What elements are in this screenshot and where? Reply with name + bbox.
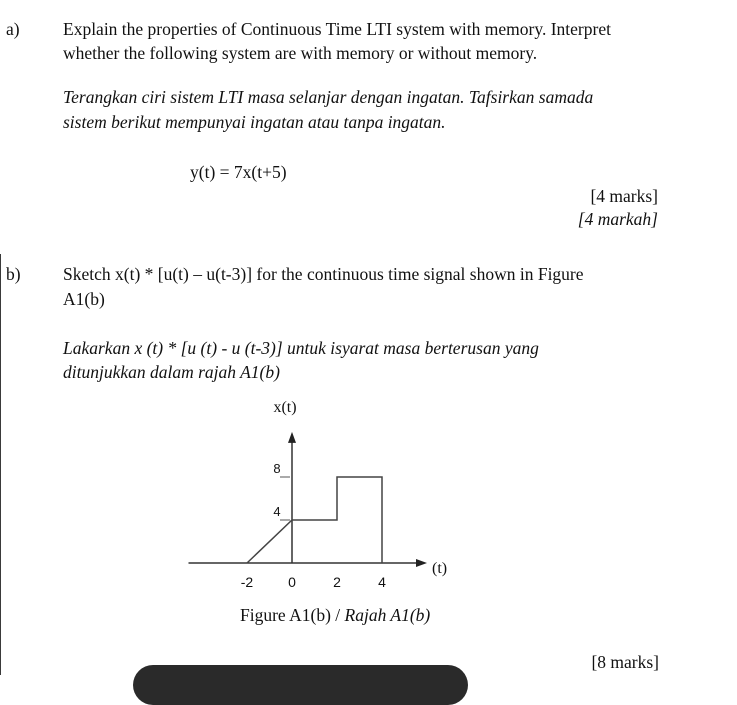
y-tick-label: 8 xyxy=(273,461,281,476)
y-axis-arrowhead xyxy=(288,432,296,443)
part-a-equation: y(t) = 7x(t+5) xyxy=(190,162,287,182)
part-b-question-ms-line-2: ditunjukkan dalam rajah A1(b) xyxy=(63,362,280,382)
part-a-question-en-line-2: whether the following system are with memory or without memory. xyxy=(63,43,538,63)
bottom-overlay-bar xyxy=(133,665,468,705)
figure-caption xyxy=(240,605,430,625)
x-tick-label: 0 xyxy=(288,574,296,590)
part-a-question-ms-line-2: sistem berikut mempunyai ingatan atau tanpa ingatan. xyxy=(63,112,446,132)
figure-caption-ms: Rajah A1(b) xyxy=(344,605,431,625)
part-a-marks-en: [4 marks] xyxy=(590,186,658,206)
x-tick-label: 2 xyxy=(333,574,341,590)
x-tick-label: 4 xyxy=(378,574,386,590)
y-axis-label: x(t) xyxy=(273,398,297,416)
part-b-question-en-line-1: Sketch x(t) * [u(t) – u(t-3)] for the continuous time signal shown in Figure xyxy=(63,264,584,284)
part-a-label: a) xyxy=(6,19,20,39)
figure-caption-en: Figure A1(b) / xyxy=(240,605,345,625)
part-b-marks-en: [8 marks] xyxy=(591,652,659,672)
x-tick-label: -2 xyxy=(240,574,254,590)
signal-x-of-t xyxy=(247,477,382,563)
part-b-label: b) xyxy=(6,264,21,284)
part-b-question-ms-line-1: Lakarkan x (t) * [u (t) - u (t-3)] untuk isyarat masa berterusan yang xyxy=(63,338,539,358)
x-axis-label: (t) xyxy=(432,560,448,577)
part-a-question-ms-line-1: Terangkan ciri sistem LTI masa selanjar dengan ingatan. Tafsirkan samada xyxy=(63,87,594,107)
part-a-marks-ms: [4 markah] xyxy=(577,209,658,229)
part-b-question-en-line-2: A1(b) xyxy=(63,289,105,309)
part-a-question-en-line-1: Explain the properties of Continuous Time LTI system with memory. Interpret xyxy=(63,19,611,39)
x-axis-arrowhead xyxy=(416,559,427,567)
y-tick-label: 4 xyxy=(273,504,281,519)
